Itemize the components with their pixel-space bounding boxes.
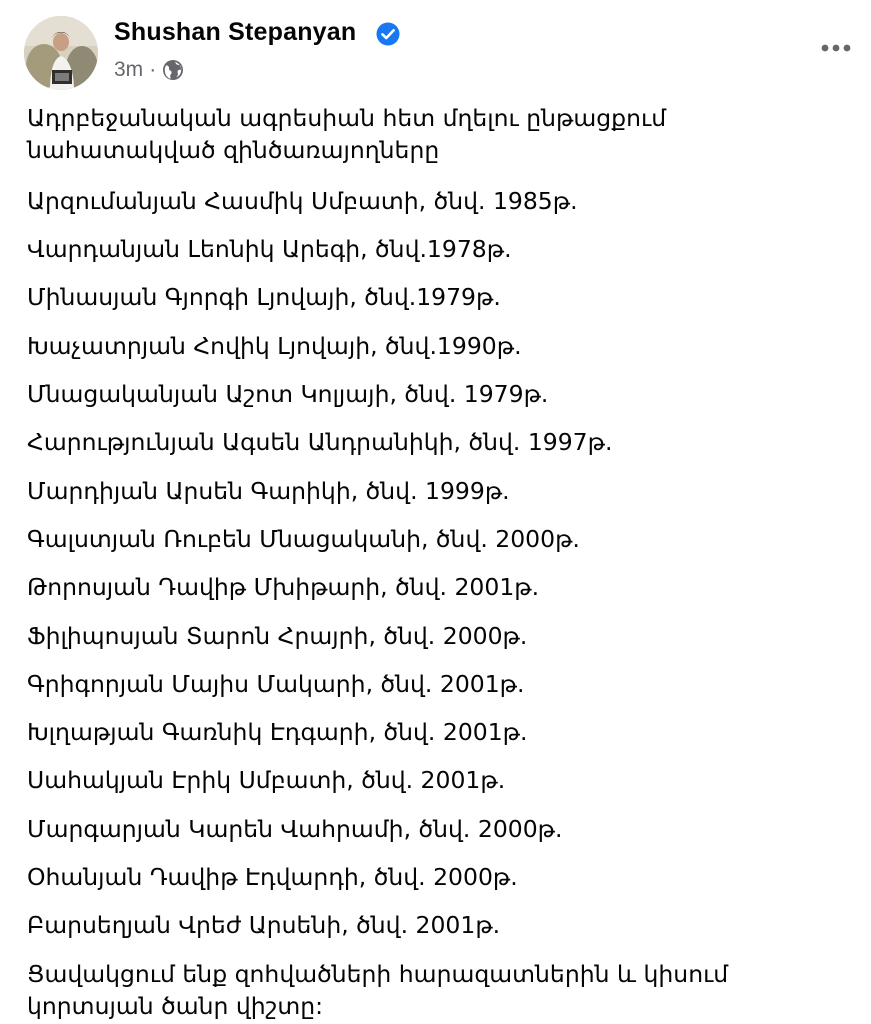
fallen-soldiers-list [27,177,857,950]
more-options-icon[interactable] [816,36,856,60]
meta-separator: · [149,58,157,81]
list-item: Մինասյան Գյորգի Լյովայի, ծնվ.1979թ. [27,283,501,312]
post-closing: Ցավակցում ենք զոհվածների հարազատներին և կիսում կորտսյան ծանր վիշտը: [27,959,729,1021]
list-item: Խլղաթյան Գառնիկ Էդգարի, ծնվ. 2001թ. [27,718,528,747]
list-item: Հարությունյան Ագսեն Անդրանիկի, ծնվ. 1997թ. [27,428,613,457]
list-item: Խաչատրյան Հովիկ Լյովայի, ծնվ.1990թ. [27,331,522,360]
post-meta [114,56,184,84]
list-item: Գրիգորյան Մայիս Մակարի, ծնվ. 2001թ. [27,669,525,698]
verified-badge-icon [376,22,400,46]
timestamp-link[interactable]: 3m [114,58,144,81]
avatar-image [24,16,98,90]
globe-icon[interactable] [162,59,184,81]
avatar[interactable] [24,16,98,90]
post-text [27,102,857,1022]
list-item: Սահակյան Էրիկ Սմբատի, ծնվ. 2001թ. [27,766,506,795]
list-item: Մնացականյան Աշոտ Կոլյայի, ծնվ. 1979թ. [27,380,549,409]
list-item: Ֆիլիպոսյան Տարոն Հրայրի, ծնվ. 2000թ. [27,621,528,650]
list-item: Արզումանյան Հասմիկ Սմբատի, ծնվ. 1985թ. [27,186,578,215]
list-item: Մարգարյան Կարեն Վահրամի, ծնվ. 2000թ. [27,814,563,843]
list-item: Մարդիյան Արսեն Գարիկի, ծնվ. 1999թ. [27,476,510,505]
list-item: Թորոսյան Դավիթ Մխիթարի, ծնվ. 2001թ. [27,573,540,602]
author-name[interactable]: Shushan Stepanyan [114,18,357,46]
list-item: Օհանյան Դավիթ Էդվարդի, ծնվ. 2000թ. [27,863,518,891]
list-item: Վարդանյան Լեոնիկ Արեգի, ծնվ.1978թ. [27,235,512,264]
post-header [0,0,871,100]
post-intro: Ադրբեջանական ագրեսիան հետ մղելու ընթացքում նահատակված զինծառայողները [27,104,667,165]
list-item: Բարսեղյան Վրեժ Արսենի, ծնվ. 2001թ. [27,911,501,940]
list-item: Գալստյան Ռուբեն Մնացականի, ծնվ. 2000թ. [27,524,580,553]
